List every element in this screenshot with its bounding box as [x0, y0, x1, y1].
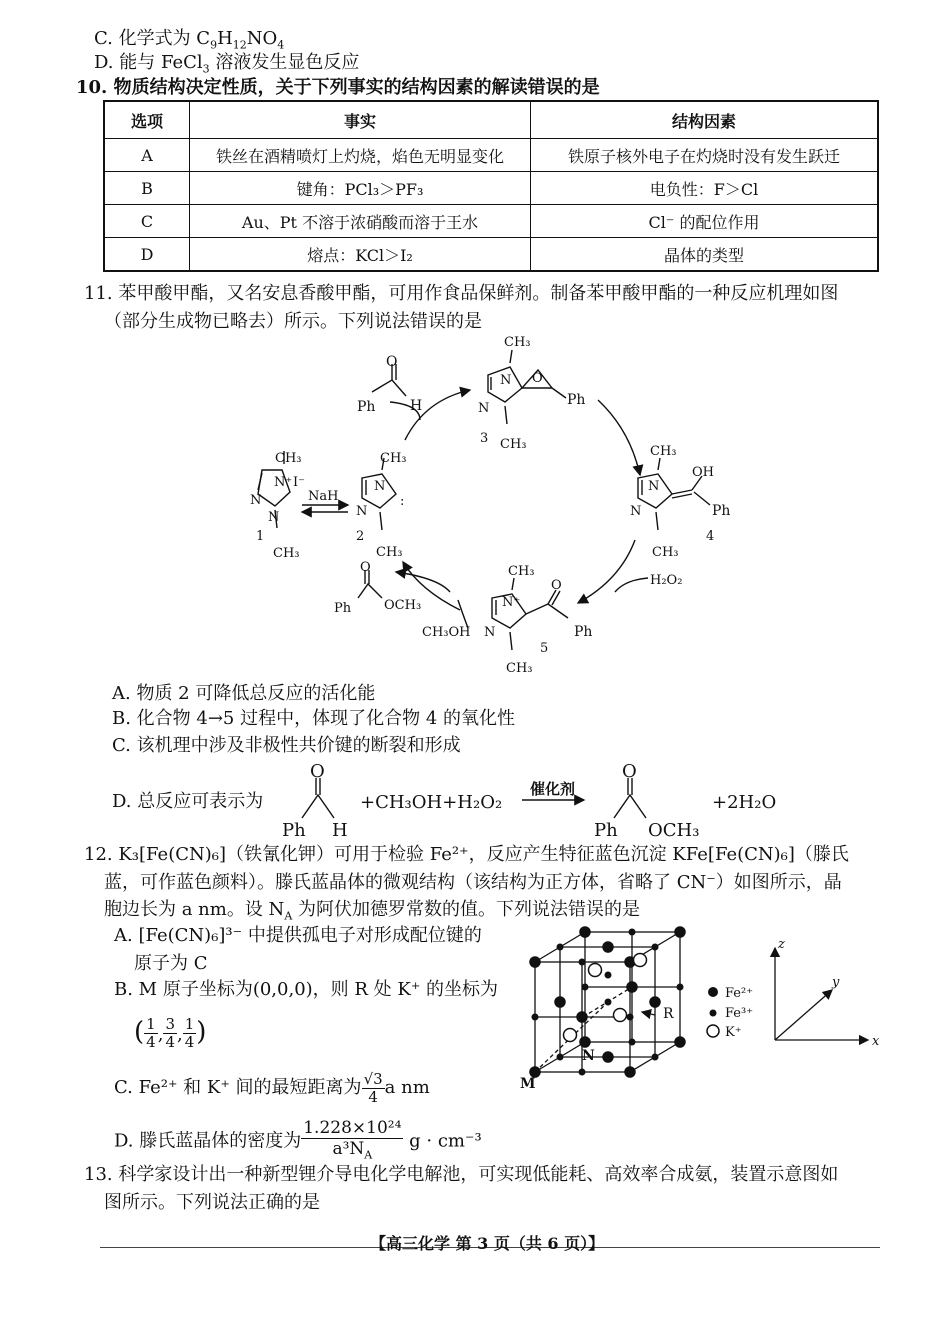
q11-option-d-equation	[270, 755, 810, 845]
label-n: N	[582, 1048, 595, 1064]
row-option: C	[104, 205, 190, 238]
q12-option-b-coords: ( $\frac{1}{4}$ , $\frac{3}{4}$ , $\frac{1}{4}$ )	[134, 1014, 207, 1051]
c1-ch3-bottom: CH₃	[273, 546, 300, 561]
table-row	[104, 172, 878, 205]
nah-label: NaH	[308, 489, 339, 504]
eq-ester-ph: Ph	[594, 820, 618, 841]
ester-out-arrow	[396, 572, 450, 592]
c3-ph: Ph	[567, 392, 586, 408]
row-fact: 铁丝在酒精喷灯上灼烧，焰色无明显变化	[190, 139, 531, 172]
page-footer: 【高三化学 第 3 页（共 6 页）】	[370, 1234, 605, 1253]
q11-stem-line2: （部分生成物已略去）所示。下列说法错误的是	[104, 311, 482, 332]
q12-stem-line3: 胞边长为 a nm。设 $N_A$ 为阿伏加德罗常数的值。下列说法错误的是	[104, 899, 640, 923]
eq-aldehyde-ph: Ph	[282, 820, 306, 841]
header-reason: 结构因素	[531, 101, 879, 139]
eq-catalyst: 催化剂	[530, 780, 576, 798]
c5-ch3-bottom: CH₃	[506, 661, 533, 675]
q11-option-a: A. 物质 2 可降低总反应的活化能	[112, 683, 376, 704]
ester-o: O	[360, 560, 371, 575]
table-row	[104, 205, 878, 238]
q12-stem-line2: 蓝，可作蓝色颜料）。滕氏蓝晶体的微观结构（该结构为正方体，省略了 CN⁻）如图所示，晶	[104, 872, 842, 893]
h2o2-in-arrow	[615, 578, 648, 592]
c1-nplus: N⁺	[274, 475, 293, 490]
row-reason: Cl⁻ 的配位作用	[531, 205, 879, 238]
c4-n-top: N	[648, 479, 660, 494]
benzaldehyde-h: H	[410, 398, 423, 414]
eq-aldehyde-h: H	[332, 820, 348, 841]
c4-oh: OH	[692, 465, 714, 480]
c4-ch3-bottom: CH₃	[652, 545, 679, 560]
q9-option-d: D. 能与 FeCl$_3$ 溶液发生显色反应	[94, 52, 360, 76]
q12-option-a-line1: A. [Fe(CN)₆]³⁻ 中提供孤电子对形成配位键的	[114, 925, 482, 946]
c1-ch3-top: CH₃	[275, 451, 302, 466]
q10-stem: 10. 物质结构决定性质，关于下列事实的结构因素的解读错误的是	[76, 77, 600, 98]
c2-ch3-bottom: CH₃	[376, 545, 403, 560]
c1-n-left: N	[250, 493, 262, 508]
reaction-mechanism-diagram	[240, 330, 760, 675]
row-fact: 键角：PCl₃＞PF₃	[190, 172, 531, 205]
header-option: 选项	[104, 101, 190, 139]
table-header-row	[104, 101, 878, 139]
q11-option-c: C. 该机理中涉及非极性共价键的断裂和形成	[112, 735, 461, 756]
methanol-in-arrow	[458, 600, 468, 628]
row-option: D	[104, 238, 190, 272]
c4-ph: Ph	[712, 503, 731, 519]
q13-stem-line2: 图所示。下列说法正确的是	[104, 1192, 320, 1213]
q10-table	[103, 100, 879, 272]
c1-number: 1	[256, 529, 265, 544]
c5-ch3-top: CH₃	[508, 564, 535, 579]
q12-option-c: C. Fe²⁺ 和 K⁺ 间的最短距离为 $\frac{√3}{4}$ a nm	[114, 1069, 430, 1106]
coord-y-fraction: $\frac{3}{4}$	[165, 1014, 175, 1051]
row-option: A	[104, 139, 190, 172]
h2o2-label: H₂O₂	[650, 573, 683, 588]
c5-nplus: N⁺	[502, 595, 521, 610]
eq-ester-och3: OCH₃	[648, 820, 700, 841]
distance-fraction: $\frac{√3}{4}$	[363, 1069, 383, 1106]
cycle-arrow-4-to-5	[578, 540, 635, 603]
q11-stem-line1: 11. 苯甲酸甲酯，又名安息香酸甲酯，可用作食品保鲜剂。制备苯甲酸甲酯的一种反应机理如图	[84, 283, 839, 304]
axis-y-label: y	[832, 975, 840, 990]
coord-x-fraction: $\frac{1}{4}$	[146, 1014, 156, 1051]
crystal-cell-diagram	[520, 915, 890, 1095]
benzaldehyde-ph: Ph	[357, 399, 376, 415]
density-fraction: $\frac{\text{1.228×10²⁴}}{a^3N_A}$	[303, 1118, 402, 1162]
eq-ester-o: O	[622, 761, 637, 782]
q12-option-d: D. 滕氏蓝晶体的密度为 $\frac{\text{1.228×10²⁴}}{a^3N_A}$ g · cm⁻³	[114, 1118, 482, 1165]
q11-option-d-prefix: D. 总反应可表示为	[112, 791, 264, 812]
c3-number: 3	[480, 431, 489, 446]
c2-n-top: N	[374, 479, 386, 494]
c5-n-left: N	[484, 625, 496, 640]
label-m: M	[520, 1076, 536, 1092]
legend-fe3: Fe³⁺	[725, 1006, 754, 1021]
c5-number: 5	[540, 641, 549, 656]
legend-k: K⁺	[725, 1025, 742, 1040]
cycle-arrow-3-to-4	[598, 400, 640, 475]
c1-n-bottom: N	[268, 510, 280, 525]
c3-ch3-top: CH₃	[504, 335, 531, 350]
row-reason: 铁原子核外电子在灼烧时没有发生跃迁	[531, 139, 879, 172]
ester-ph: Ph	[334, 601, 352, 616]
label-r: R	[663, 1006, 674, 1022]
q12-stem-line1: 12. K₃[Fe(CN)₆]（铁氰化钾）可用于检验 Fe²⁺，反应产生特征蓝色沉淀 KFe[Fe(CN)₆]（滕氏	[84, 844, 849, 865]
c3-n-top: N	[500, 373, 512, 388]
c2-n-left: N	[356, 504, 368, 519]
c5-ph: Ph	[574, 624, 593, 640]
eq-aldehyde-o: O	[310, 761, 325, 782]
q12-option-a-line2: 原子为 C	[134, 953, 208, 974]
c3-ch3-bottom: CH₃	[500, 437, 527, 452]
row-reason: 电负性：F＞Cl	[531, 172, 879, 205]
row-fact: 熔点：KCl＞I₂	[190, 238, 531, 272]
c4-n-left: N	[630, 504, 642, 519]
eq-water: +2H₂O	[712, 792, 777, 813]
header-fact: 事实	[190, 101, 531, 139]
ester-och3: OCH₃	[384, 598, 422, 613]
row-fact: Au、Pt 不溶于浓硝酸而溶于王水	[190, 205, 531, 238]
c2-number: 2	[356, 529, 365, 544]
c3-n-left: N	[478, 401, 490, 416]
table-row	[104, 238, 878, 272]
row-option: B	[104, 172, 190, 205]
table-row	[104, 139, 878, 172]
q13-stem-line1: 13. 科学家设计出一种新型锂介导电化学电解池，可实现低能耗、高效率合成氨，装置示意图如	[84, 1164, 839, 1185]
q9-option-c: C. 化学式为 $C_9H_{12}NO_4$	[94, 28, 285, 52]
q12-option-b-line1: B. M 原子坐标为(0,0,0)，则 R 处 K⁺ 的坐标为	[114, 979, 499, 1000]
c4-ch3-top: CH₃	[650, 444, 677, 459]
c4-number: 4	[706, 529, 715, 544]
axis-x-label: x	[872, 1034, 880, 1049]
c2-carbene-colon: :	[400, 494, 405, 509]
legend-fe2: Fe²⁺	[725, 986, 754, 1001]
c3-o: O	[532, 371, 543, 386]
eq-reagents: +CH₃OH+H₂O₂	[360, 792, 503, 813]
c1-iminus: I⁻	[293, 475, 305, 490]
axis-z-label: z	[778, 937, 785, 952]
c2-ch3-top: CH₃	[380, 451, 407, 466]
benzaldehyde-o: O	[386, 354, 398, 370]
row-reason: 晶体的类型	[531, 238, 879, 272]
coord-z-fraction: $\frac{1}{4}$	[184, 1014, 195, 1051]
q11-option-b: B. 化合物 4→5 过程中，体现了化合物 4 的氧化性	[112, 708, 515, 729]
c5-o: O	[551, 578, 562, 593]
methanol-label: CH₃OH	[422, 625, 471, 640]
